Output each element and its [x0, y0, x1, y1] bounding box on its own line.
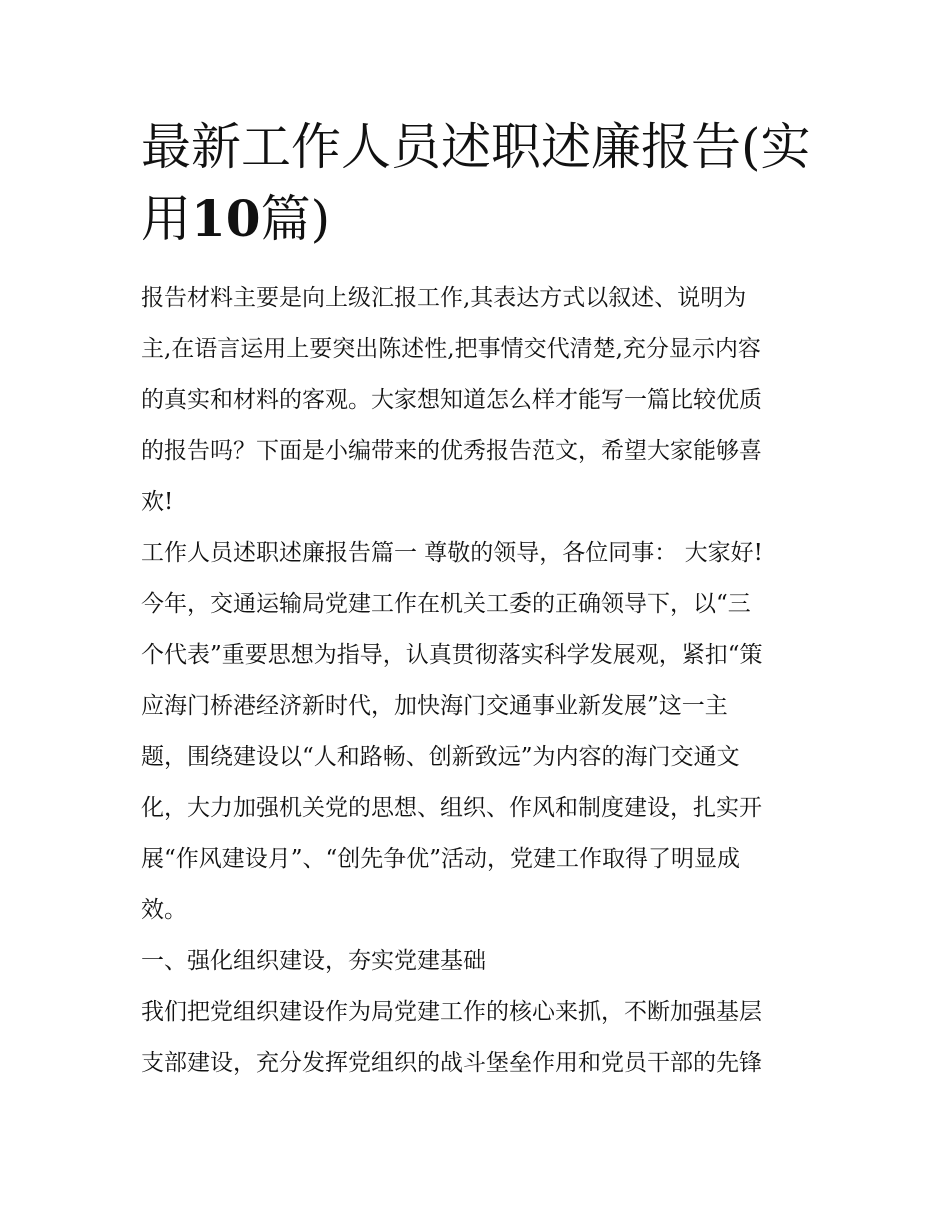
- text-line: 今年，交通运输局党建工作在机关工委的正确领导下，以“三: [141, 591, 751, 617]
- title-line-1: 最新工作人员述职述廉报告(实: [141, 118, 811, 176]
- title-number: 10: [191, 189, 261, 248]
- section-heading: [141, 936, 813, 987]
- text-line: 的报告吗？下面是小编带来的优秀报告范文，希望大家能够喜: [141, 438, 762, 464]
- text-line: 展“作风建设月”、“创先争优”活动，党建工作取得了明显成: [141, 846, 741, 872]
- intro-paragraph: [141, 273, 813, 528]
- section-body-paragraph: [141, 987, 813, 1089]
- text-line: 应海门桥港经济新时代，加快海门交通事业新发展”这一主: [141, 693, 728, 719]
- part-one-paragraph: [141, 528, 813, 936]
- text-line: 主,在语言运用上要突出陈述性,把事情交代清楚,充分显示内容: [141, 336, 761, 362]
- text-line: 化，大力加强机关党的思想、组织、作风和制度建设，扎实开: [141, 795, 762, 821]
- document-body: [141, 273, 813, 1089]
- text-line: 的真实和材料的客观。大家想知道怎么样才能写一篇比较优质: [141, 387, 762, 413]
- document-page: [141, 112, 813, 1089]
- text-line: 支部建设，充分发挥党组织的战斗堡垒作用和党员干部的先锋: [141, 1050, 762, 1076]
- text-line: 效。: [141, 897, 187, 923]
- text-line: 欢!: [141, 489, 174, 515]
- text-line: 报告材料主要是向上级汇报工作,其表达方式以叙述、说明为: [141, 285, 747, 311]
- document-title: [141, 112, 813, 255]
- text-line: 工作人员述职述廉报告篇一 尊敬的领导，各位同事： 大家好!: [141, 540, 763, 566]
- title-line-2: 用10篇): [141, 189, 331, 248]
- text-line: 一、强化组织建设，夯实党建基础: [141, 948, 486, 974]
- text-line: 我们把党组织建设作为局党建工作的核心来抓，不断加强基层: [141, 999, 762, 1025]
- text-line: 个代表”重要思想为指导，认真贯彻落实科学发展观，紧扣“策: [141, 642, 763, 668]
- text-line: 题，围绕建设以“人和路畅、创新致远”为内容的海门交通文: [141, 744, 740, 770]
